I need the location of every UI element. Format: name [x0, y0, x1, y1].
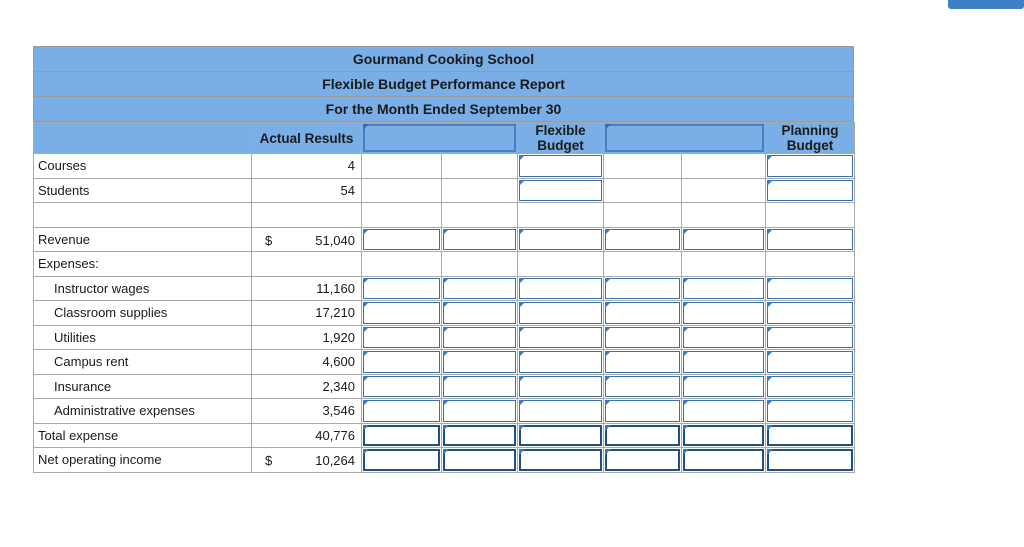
header-actual-results: Actual Results — [252, 123, 362, 154]
row-label: Total expense — [34, 423, 252, 448]
row-label: Classroom supplies — [34, 301, 252, 326]
table-row-campus-rent — [34, 350, 855, 375]
table-row-instructor-wages — [34, 276, 855, 301]
actual-value: 17,210 — [252, 301, 362, 326]
actual-value: $ 51,040 — [252, 227, 362, 252]
company-name: Gourmand Cooking School — [33, 46, 854, 71]
table-row-administrative-expenses — [34, 399, 855, 424]
header-planning-budget: Planning Budget — [766, 123, 855, 154]
corner-tab[interactable] — [948, 0, 1024, 9]
row-label: Insurance — [34, 374, 252, 399]
table-row-classroom-supplies — [34, 301, 855, 326]
header-input-1-box[interactable] — [363, 124, 516, 152]
actual-value: 40,776 — [252, 423, 362, 448]
planning-students-input[interactable] — [766, 178, 855, 203]
row-label: Utilities — [34, 325, 252, 350]
planning-courses-input[interactable] — [766, 154, 855, 179]
table-row-students — [34, 178, 855, 203]
header-flexible-budget: Flexible Budget — [518, 123, 604, 154]
row-label: Administrative expenses — [34, 399, 252, 424]
table-row-spacer — [34, 203, 855, 228]
revenue-input-4[interactable] — [604, 227, 682, 252]
actual-value: 4,600 — [252, 350, 362, 375]
row-label: Net operating income — [34, 448, 252, 473]
column-header-row — [34, 123, 855, 154]
header-input-2[interactable] — [604, 123, 766, 154]
table-row-courses — [34, 154, 855, 179]
actual-value: 3,546 — [252, 399, 362, 424]
actual-value: 4 — [252, 154, 362, 179]
flexible-courses-input[interactable] — [518, 154, 604, 179]
actual-value: 1,920 — [252, 325, 362, 350]
actual-value: 54 — [252, 178, 362, 203]
revenue-input-1[interactable] — [362, 227, 442, 252]
table-row-insurance — [34, 374, 855, 399]
revenue-input-6[interactable] — [766, 227, 855, 252]
report-period: For the Month Ended September 30 — [33, 96, 854, 122]
table-row-net-operating-income — [34, 448, 855, 473]
row-label: Students — [34, 178, 252, 203]
row-label: Revenue — [34, 227, 252, 252]
flexible-students-input[interactable] — [518, 178, 604, 203]
revenue-input-3[interactable] — [518, 227, 604, 252]
revenue-input-2[interactable] — [442, 227, 518, 252]
revenue-input-5[interactable] — [682, 227, 766, 252]
report-table — [33, 122, 855, 473]
table-row-utilities — [34, 325, 855, 350]
actual-value: 2,340 — [252, 374, 362, 399]
row-label: Expenses: — [34, 252, 252, 277]
actual-value: 11,160 — [252, 276, 362, 301]
table-row-expenses-header — [34, 252, 855, 277]
performance-report — [33, 46, 854, 473]
row-label: Instructor wages — [34, 276, 252, 301]
header-blank — [34, 123, 252, 154]
row-label: Courses — [34, 154, 252, 179]
table-row-revenue — [34, 227, 855, 252]
header-input-2-box[interactable] — [605, 124, 764, 152]
actual-value: $ 10,264 — [252, 448, 362, 473]
report-title: Flexible Budget Performance Report — [33, 71, 854, 96]
header-input-1[interactable] — [362, 123, 518, 154]
table-row-total-expense — [34, 423, 855, 448]
row-label: Campus rent — [34, 350, 252, 375]
